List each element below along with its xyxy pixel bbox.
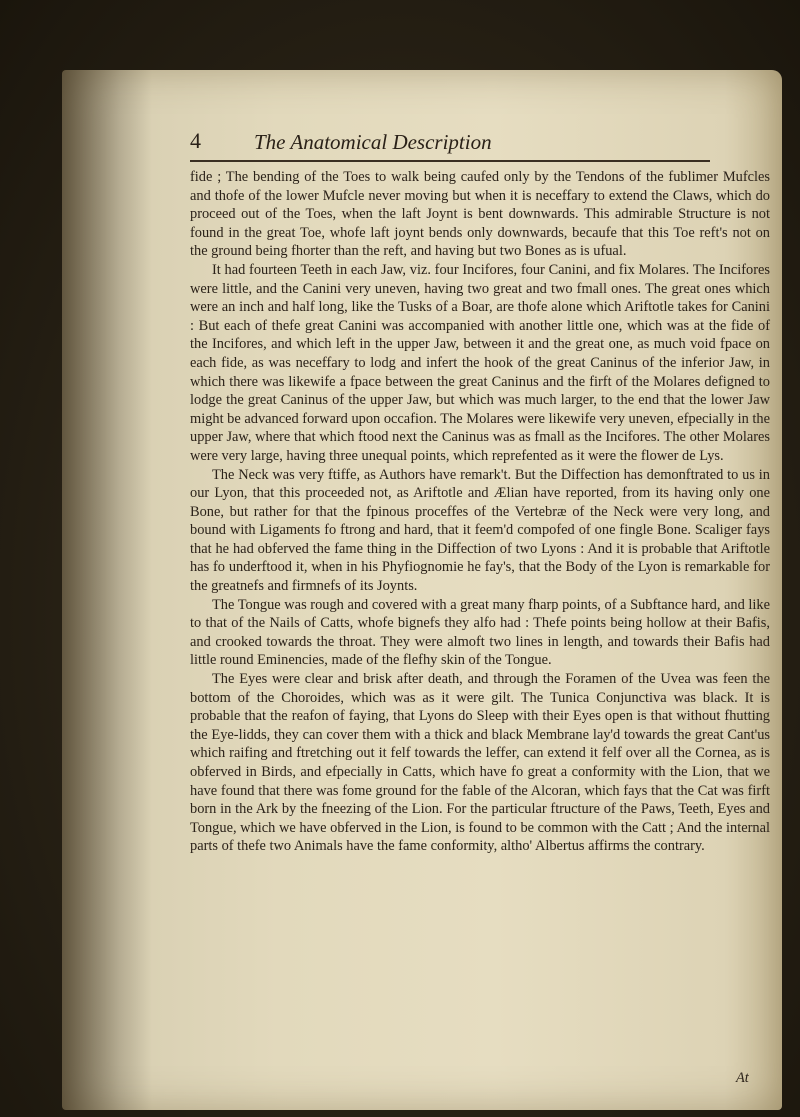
body-text [190,168,770,856]
header-rule [190,160,710,162]
paragraph-teeth: It had fourteen Teeth in each Jaw, viz. four Incifores, four Canini, and fix Molares. The Incifores were little, and the Canini very uneven, having two great and two fmall ones. The great ones which were an inch and half long, like the Tusks of a Boar, are thofe alone which Ariftotle takes for Canini : But each of thefe great Canini was accompanied with another little one, which was at the fide of the Incifores, and which left in the upper Jaw, between it and the great one, as much void fpace on each fide, as was neceffary to lodg and infert the hook of the great Caninus of the inferior Jaw, in which there was likewife a fpace between the great Caninus and the firft of the Molares defigned to lodge the great Caninus of the upper Jaw, but which was much larger, to the end that the lower Jaw might be advanced forward upon occafion. The Molares were likewife very uneven, efpecially in the upper Jaw, where that which ftood next the Caninus was as fmall as the Incifores. The other Molares were very large, having three unequal points, which reprefented as it were the flower de Lys. [190,261,770,464]
paragraph-neck: The Neck was very ftiffe, as Authors have remark't. But the Diffection has demonftrated to us in our Lyon, that this proceeded not, as Ariftotle and Ælian have reported, from its having only one Bone, but rather for that the fpinous proceffes of the Vertebræ of the Neck were very long, and bound with Ligaments fo ftrong and hard, that it feem'd compofed of one fingle Bone. Scaliger fays that he had obferved the fame thing in the Diffection of two Lyons : And it is probable that Ariftotle has fo underftood it, when in his Phyfiognomie he fay's, that the Body of the Lyon is remarkable for the greatnefs and firmnefs of its Joynts. [190,466,770,595]
page-gutter-shadow [62,70,152,1110]
paragraph-eyes: The Eyes were clear and brisk after death, and through the Foramen of the Uvea was feen the bottom of the Choroides, which was as it were gilt. The Tunica Conjunctiva was black. It is probable that the reafon of faying, that Lyons do Sleep with their Eyes open is that without fhutting the Eye-lidds, they can cover them with a thick and black Membrane lay'd towards the great Cant'us which raifing and ftretching out it felf towards the leffer, can extend it felf over all the Cornea, as is obferved in Birds, and efpecially in Catts, which have fo great a conformity with the Lion, that we have found that there was fome ground for the fable of the Alcoran, which fays that the Cat was firft born in the Ark by the fneezing of the Lion. For the particular ftructure of the Paws, Teeth, Eyes and Tongue, which we have obferved in the Lion, is found to be common with the Catt ; And the internal parts of thefe two Animals have the fame conformity, altho' Albertus affirms the contrary. [190,671,770,855]
catchword: At [736,1070,749,1086]
page-number: 4 [190,128,201,153]
paragraph-tongue: The Tongue was rough and covered with a great many fharp points, of a Subftance hard, and like to that of the Nails of Catts, whofe bignefs they alfo had : Thefe points being hollow at their Bafis, and crooked towards the throat. They were almoft two lines in length, and towards their Bafis had little round Eminencies, made of the flefhy skin of the Tongue. [190,596,770,669]
running-title: The Anatomical Description [254,130,492,154]
page-header [190,120,750,160]
paragraph-toes: fide ; The bending of the Toes to walk being caufed only by the Tendons of the fublimer Mufcles and thofe of the lower Mufcle never moving but when it is neceffary to extend the Claws, which do proceed out of the Toes, when the laft Joynt is bent downwards. This admirable Structure is not found in the great Toe, whofe laft joynt bends only downwards, becaufe that this Toe reft's not on the ground being fhorter than the reft, and having but two Bones as is ufual. [190,169,770,260]
